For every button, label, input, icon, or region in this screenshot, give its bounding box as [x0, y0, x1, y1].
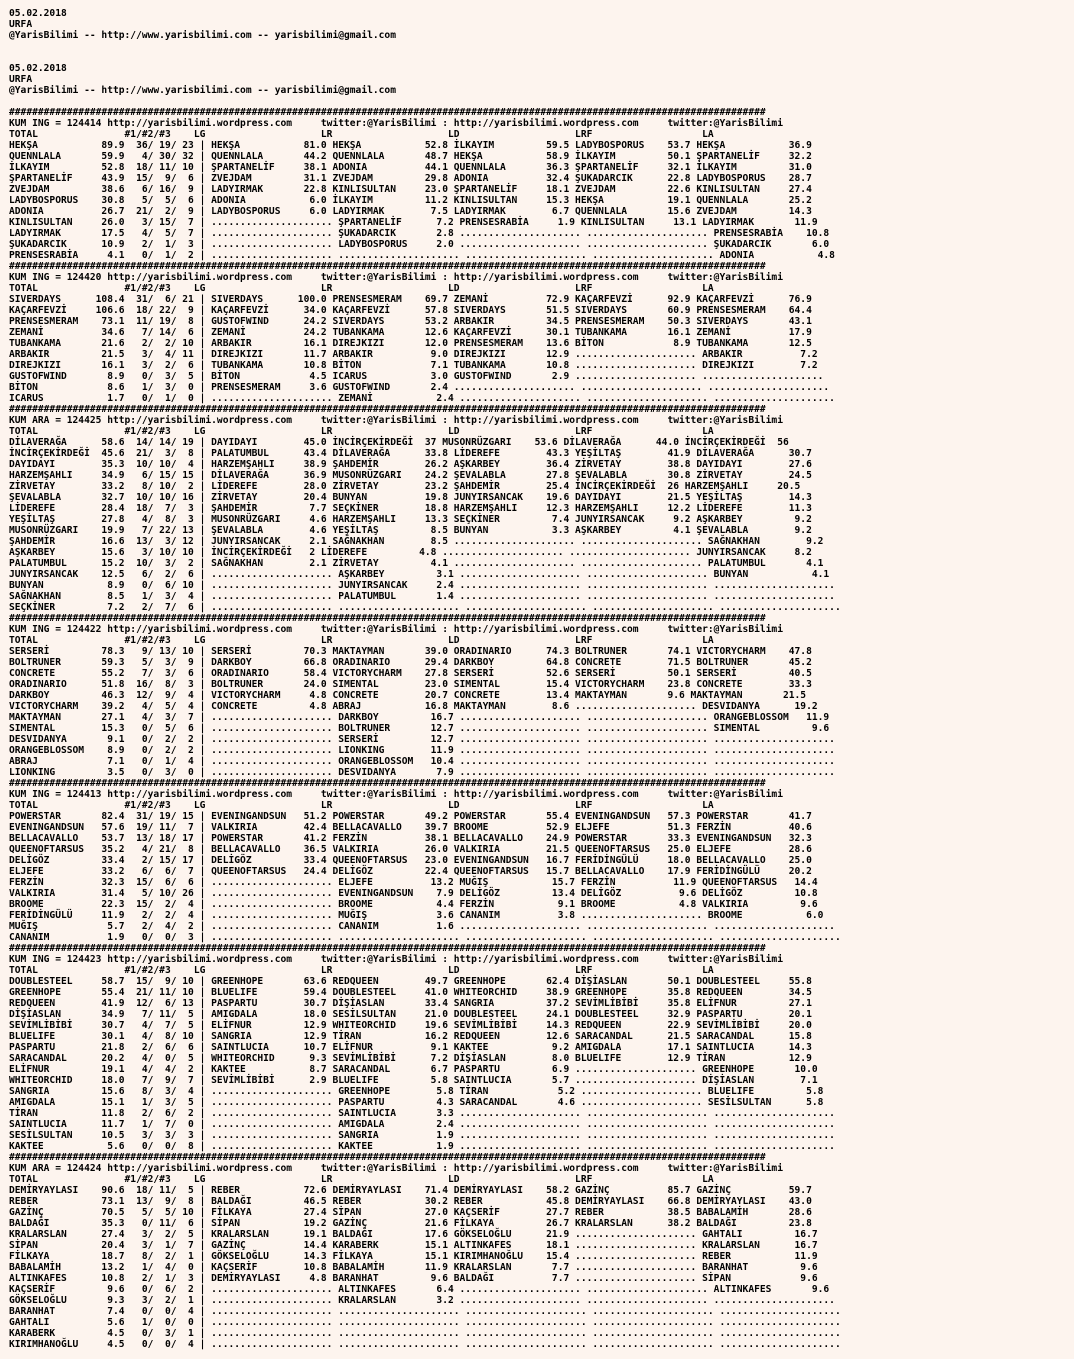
report-line: TOTAL #1/#2/#3 LG LR LD LRF LA — [9, 800, 714, 811]
report-line: PRENSESRABİA 4.1 0/ 1/ 2 | ..................... ..................... ..................... ..................... ADONIA 4.8 — [9, 250, 835, 261]
report-line: KAKTEE 5.6 0/ 0/ 8 | ..................... KAKTEE 1.9 ..................... ..................... ..................... — [9, 1141, 835, 1152]
report-line: GREENHOPE 55.4 21/ 11/ 10 | BLUELIFE 59.4 DOUBLESTEEL 41.0 WHITEORCHID 38.9 GREENHOPE 35.8 REDQUEEN 34.5 — [9, 987, 812, 998]
report-line: GAZİNÇ 70.5 5/ 5/ 10 | FİLKAYA 27.4 SİPAN 27.0 KAÇSERİF 27.7 REBER 38.5 BABALAMİH 28.6 — [9, 1207, 812, 1218]
report-line: DOUBLESTEEL 58.7 15/ 9/ 10 | GREENHOPE 63.6 REDQUEEN 49.7 GREENHOPE 62.4 DİŞİASLAN 50.1 DOUBLESTEEL 55.8 — [9, 976, 812, 987]
report-line: AMIGDALA 15.1 1/ 3/ 5 | ..................... PASPARTU 4.3 SARACANDAL 4.6 ..................... SESİLSULTAN 5.8 — [9, 1097, 824, 1108]
report-line: EVENINGANDSUN 57.6 19/ 11/ 7 | VALKIRIA 42.4 BELLACAVALLO 39.7 BROOME 52.9 ELJEFE 51.3 FERZİN 40.6 — [9, 822, 812, 833]
report-line: PALATUMBUL 15.2 10/ 3/ 2 | SAĞNAKHAN 2.1 ZİRVETAY 4.1 ..................... ..................... PALATUMBUL 4.1 — [9, 558, 824, 569]
report-line: TOTAL #1/#2/#3 LG LR LD LRF LA — [9, 965, 714, 976]
report-line: ŞUKADARCIK 10.9 2/ 1/ 3 | ..................... LADYBOSPORUS 2.0 ..................... ..................... ŞUKADARCIK 6.0 — [9, 239, 830, 250]
report-line — [9, 52, 1073, 63]
report-line: BROOME 22.3 15/ 2/ 4 | ..................... BROOME 4.4 FERZİN 9.1 BROOME 4.8 VALKIRIA 9.6 — [9, 899, 818, 910]
report-line: SAINTLUCIA 11.7 1/ 7/ 0 | ..................... AMIGDALA 2.4 ..................... ..................... ..................... — [9, 1119, 835, 1130]
report-line: DİŞİASLAN 34.9 7/ 11/ 5 | AMIGDALA 18.0 SESİLSULTAN 21.0 DOUBLESTEEL 24.1 DOUBLESTEEL 32.9 PASPARTU 20.1 — [9, 1009, 812, 1020]
report-line: LADYBOSPORUS 30.8 5/ 5/ 6 | ADONIA 6.0 İLKAYIM 11.2 KINLISULTAN 15.3 HEKŞA 19.1 QUENNLALA 25.2 — [9, 195, 812, 206]
report-line: SİPAN 20.4 3/ 1/ 7 | GAZİNÇ 14.4 KARABERK 15.1 ALTINKAFES 18.1 ..................... KRALARSLAN 16.7 — [9, 1240, 818, 1251]
report-line: JUNYIRSANCAK 12.5 6/ 2/ 6 | ..................... AŞKARBEY 3.1 ..................... ..................... BUNYAN 4.1 — [9, 569, 830, 580]
report-line: BABALAMİH 13.2 1/ 4/ 0 | KAÇSERİF 10.8 BABALAMİH 11.9 KRALARSLAN 7.7 ..................... BARANHAT 9.6 — [9, 1262, 818, 1273]
report-line: FİLKAYA 18.7 8/ 2/ 1 | GÖKSELOĞLU 14.3 FİLKAYA 15.1 KIRIMHANOĞLU 15.4 ..................... REBER 11.9 — [9, 1251, 818, 1262]
report-line: KUM ING = 124413 http://yarisbilimi.wordpress.com twitter:@YarisBilimi : http://yarisbilimi.wordpress.com twitter:@YarisBilimi — [9, 789, 783, 800]
report-line: VICTORYCHARM 39.2 4/ 5/ 4 | CONCRETE 4.8 ABRAJ 16.8 MAKTAYMAN 8.6 ..................... DESVIDANYA 19.2 — [9, 701, 818, 712]
report-line: CONCRETE 55.2 7/ 3/ 6 | ORADINARIO 58.4 VICTORYCHARM 27.8 SERSERİ 52.6 SERSERİ 50.1 SERSERİ 40.5 — [9, 668, 812, 679]
report-line: BLUELIFE 30.1 4/ 8/ 10 | SANGRIA 12.9 TİRAN 16.2 REDQUEEN 12.6 SARACANDAL 21.5 SARACANDAL 15.8 — [9, 1031, 812, 1042]
report-line: DİLAVERAĞA 58.6 14/ 14/ 19 | DAYIDAYI 45.0 İNCİRÇEKİRDEĞİ 37 MUSONRÜZGARI 53.6 DİLAVERAĞA 44.0 İNCİRÇEKİRDEĞİ 56 — [9, 437, 789, 448]
report-line: SARACANDAL 20.2 4/ 0/ 5 | WHITEORCHID 9.3 SEVİMLİBİBİ 7.2 DİŞİASLAN 8.0 BLUELIFE 12.9 TİRAN 12.9 — [9, 1053, 812, 1064]
report-line: BUNYAN 8.9 0/ 6/ 10 | ..................... JUNYIRSANCAK 2.4 ..................... ..................... ..................... — [9, 580, 835, 591]
report-line: KINLISULTAN 26.0 3/ 15/ 7 | ..................... ŞPARTANELİF 7.2 PRENSESRABİA 1.9 KINLISULTAN 13.1 LADYIRMAK 11.9 — [9, 217, 818, 228]
report-line: QUEENOFTARSUS 35.2 4/ 21/ 8 | BELLACAVALLO 36.5 VALKIRIA 26.0 VALKIRIA 21.5 QUEENOFTARSUS 25.0 ELJEFE 28.6 — [9, 844, 812, 855]
report-line: İLKAYIM 52.8 18/ 11/ 10 | ŞPARTANELİF 38.1 ADONIA 44.1 QUENNLALA 36.3 ŞPARTANELİF 32.1 İLKAYIM 31.0 — [9, 162, 812, 173]
report-line: @YarisBilimi -- http://www.yarisbilimi.com -- yarisbilimi@gmail.com — [9, 30, 396, 41]
report-line: ICARUS 1.7 0/ 1/ 0 | ..................... ZEMANİ 2.4 ..................... ..................... ..................... — [9, 393, 835, 404]
report-line: REBER 73.1 13/ 9/ 8 | BALDAĞI 46.5 REBER 30.2 REBER 45.8 DEMİRYAYLASI 66.8 DEMİRYAYLASI 43.0 — [9, 1196, 812, 1207]
report-line: BELLACAVALLO 53.7 13/ 18/ 17 | POWERSTAR 41.2 FERZİN 38.1 BELLACAVALLO 24.9 POWERSTAR 33.3 EVENINGANDSUN 32.3 — [9, 833, 812, 844]
report-line: AŞKARBEY 15.6 3/ 10/ 10 | İNCİRÇEKİRDEĞİ 2 LİDEREFE 4.8 ..................... ..................... JUNYIRSANCAK 8.2 — [9, 547, 812, 558]
report-line: ABRAJ 7.1 0/ 1/ 4 | ..................... ORANGEBLOSSOM 10.4 ..................... ..................... ..................... — [9, 756, 835, 767]
report-line: TOTAL #1/#2/#3 LG LR LD LRF LA — [9, 283, 714, 294]
report-line: ZİRVETAY 33.2 8/ 10/ 2 | LİDEREFE 28.0 ZİRVETAY 23.2 ŞAHDEMİR 25.4 İNCİRÇEKİRDEĞİ 26 HARZEMŞAHLI 20.5 — [9, 481, 801, 492]
report-line: TOTAL #1/#2/#3 LG LR LD LRF LA — [9, 1174, 714, 1185]
report-line: 05.02.2018 — [9, 63, 67, 74]
report-line: DEMİRYAYLASI 90.6 18/ 11/ 5 | REBER 72.6 DEMİRYAYLASI 71.4 DEMİRYAYLASI 58.2 GAZİNÇ 85.7 GAZİNÇ 59.7 — [9, 1185, 812, 1196]
report-line: KARABERK 4.5 0/ 3/ 1 | ..................... ..................... ..................... ..................... ..................... — [9, 1328, 841, 1339]
report-line: ELJEFE 33.2 6/ 6/ 7 | QUEENOFTARSUS 24.4 DELİGÖZ 22.4 QUEENOFTARSUS 15.7 BELLACAVALLO 17.9 FERİDİNGÜLÜ 20.2 — [9, 866, 812, 877]
report-line: GAHTALI 5.6 1/ 0/ 0 | ..................... ..................... ..................... ..................... ..................... — [9, 1317, 841, 1328]
report-line: LİDEREFE 28.4 18/ 7/ 3 | ŞAHDEMİR 7.7 SEÇKİNER 18.8 HARZEMŞAHLI 12.3 HARZEMŞAHLI 12.2 LİDEREFE 11.3 — [9, 503, 812, 514]
report-line: GUSTOFWIND 8.9 0/ 3/ 5 | BİTON 4.5 ICARUS 3.0 GUSTOFWIND 2.9 ..................... ..................... — [9, 371, 824, 382]
report-line: MUSONRÜZGARI 19.9 7/ 22/ 13 | ŞEVALABLA 4.6 YEŞİLTAŞ 8.5 BUNYAN 3.3 AŞKARBEY 4.1 ŞEVALABLA 9.2 — [9, 525, 812, 536]
report-line: QUENNLALA 59.9 4/ 30/ 32 | QUENNLALA 44.2 QUENNLALA 48.7 HEKŞA 58.9 İLKAYIM 50.1 ŞPARTANELİF 32.2 — [9, 151, 812, 162]
report-line: BARANHAT 7.4 0/ 0/ 4 | ..................... ..................... ..................... ..................... ..................... — [9, 1306, 841, 1317]
report-line: ŞEVALABLA 32.7 10/ 10/ 16 | ZİRVETAY 20.4 BUNYAN 19.8 JUNYIRSANCAK 19.6 DAYIDAYI 21.5 YEŞİLTAŞ 14.3 — [9, 492, 812, 503]
report-line: TOTAL #1/#2/#3 LG LR LD LRF LA — [9, 426, 714, 437]
report-line: HEKŞA 89.9 36/ 19/ 23 | HEKŞA 81.0 HEKŞA 52.8 İLKAYIM 59.5 LADYBOSPORUS 53.7 HEKŞA 36.9 — [9, 140, 812, 151]
report-line: BOLTRUNER 59.3 5/ 3/ 9 | DARKBOY 66.8 ORADINARIO 29.4 DARKBOY 64.8 CONCRETE 71.5 BOLTRUNER 45.2 — [9, 657, 812, 668]
report-line: URFA — [9, 74, 33, 85]
report-line: KUM ING = 124414 http://yarisbilimi.wordpress.com twitter:@YarisBilimi : http://yarisbilimi.wordpress.com twitter:@YarisBilimi — [9, 118, 783, 129]
report-line: FERİDİNGÜLÜ 11.9 2/ 2/ 4 | ..................... MUĞIŞ 3.6 CANANIM 3.8 ..................... BROOME 6.0 — [9, 910, 824, 921]
report-line: GÖKSELOĞLU 9.3 3/ 2/ 1 | ..................... KRALARSLAN 3.2 ..................... ..................... ..................... — [9, 1295, 835, 1306]
report-line: ZVEJDAM 38.6 6/ 16/ 9 | LADYIRMAK 22.8 KINLISULTAN 23.0 ŞPARTANELİF 18.1 ZVEJDAM 22.6 KINLISULTAN 27.4 — [9, 184, 812, 195]
report-line: KUM ING = 124422 http://yarisbilimi.wordpress.com twitter:@YarisBilimi : http://yarisbilimi.wordpress.com twitter:@YarisBilimi — [9, 624, 783, 635]
report-line: ADONIA 26.7 21/ 2/ 9 | LADYBOSPORUS 6.0 LADYIRMAK 7.5 LADYIRMAK 6.7 QUENNLALA 15.6 ZVEJDAM 14.3 — [9, 206, 812, 217]
report-line: ZEMANİ 34.6 7/ 14/ 6 | ZEMANİ 24.2 TUBANKAMA 12.6 KAÇARFEVZİ 30.1 TUBANKAMA 16.1 ZEMANİ 17.9 — [9, 327, 812, 338]
report-line: KUM ARA = 124425 http://yarisbilimi.wordpress.com twitter:@YarisBilimi : http://yarisbilimi.wordpress.com twitter:@YarisBilimi — [9, 415, 783, 426]
report-line: SEÇKİNER 7.2 2/ 7/ 6 | ..................... ..................... ..................... ..................... ..................... — [9, 602, 841, 613]
report-line: ################################################################################################################################### — [9, 943, 766, 954]
report-line: POWERSTAR 82.4 31/ 19/ 15 | EVENINGANDSUN 51.2 POWERSTAR 49.2 POWERSTAR 55.4 EVENINGANDSUN 57.3 POWERSTAR 41.7 — [9, 811, 812, 822]
report-line: SERSERİ 78.3 9/ 13/ 10 | SERSERİ 70.3 MAKTAYMAN 39.0 ORADINARIO 74.3 BOLTRUNER 74.1 VICTORYCHARM 47.8 — [9, 646, 812, 657]
report-line: ################################################################################################################################### — [9, 261, 766, 272]
report-line: İNCİRÇEKİRDEĞİ 45.6 21/ 3/ 8 | PALATUMBUL 43.4 DİLAVERAĞA 33.8 LİDEREFE 43.3 YEŞİLTAŞ 41.9 DİLAVERAĞA 30.7 — [9, 448, 812, 459]
report-line: VALKIRIA 31.4 5/ 10/ 26 | ..................... EVENINGANDSUN 7.9 DELİGÖZ 13.4 DELİGÖZ 9.6 DELİGÖZ 10.8 — [9, 888, 818, 899]
report-line: KRALARSLAN 27.4 3/ 2/ 5 | KRALARSLAN 19.1 BALDAĞI 17.6 GÖKSELOĞLU 21.9 ..................... GAHTALI 16.7 — [9, 1229, 818, 1240]
report-line: FERZİN 32.3 15/ 6/ 6 | ..................... ELJEFE 13.2 MUĞIŞ 15.7 FERZİN 11.9 QUEENOFTARSUS 14.4 — [9, 877, 818, 888]
report-line: 05.02.2018 — [9, 8, 67, 19]
report-line: TİRAN 11.8 2/ 6/ 2 | ..................... SAINTLUCIA 3.3 ..................... ..................... ..................... — [9, 1108, 835, 1119]
report-line: URFA — [9, 19, 33, 30]
report-line: SIMENTAL 15.3 0/ 5/ 6 | ..................... BOLTRUNER 12.7 ..................... ..................... SIMENTAL 9.6 — [9, 723, 830, 734]
report-line: ################################################################################################################################### — [9, 778, 766, 789]
report-line: KUM ING = 124420 http://yarisbilimi.wordpress.com twitter:@YarisBilimi : http://yarisbilimi.wordpress.com twitter:@YarisBilimi — [9, 272, 783, 283]
report-line: DAYIDAYI 35.3 10/ 10/ 4 | HARZEMŞAHLI 38.9 ŞAHDEMİR 26.2 AŞKARBEY 36.4 ZİRVETAY 38.8 DAYIDAYI 27.6 — [9, 459, 812, 470]
report-line: @YarisBilimi -- http://www.yarisbilimi.com -- yarisbilimi@gmail.com — [9, 85, 396, 96]
report-line: KUM ING = 124423 http://yarisbilimi.wordpress.com twitter:@YarisBilimi : http://yarisbilimi.wordpress.com twitter:@YarisBilimi — [9, 954, 783, 965]
report-line: CANANIM 1.9 0/ 0/ 3 | ..................... ..................... ..................... ..................... ..................... — [9, 932, 841, 943]
report-line: KUM ARA = 124424 http://yarisbilimi.wordpress.com twitter:@YarisBilimi : http://yarisbilimi.wordpress.com twitter:@YarisBilimi — [9, 1163, 783, 1174]
report-line: YEŞİLTAŞ 27.8 4/ 8/ 3 | MUSONRÜZGARI 4.6 HARZEMŞAHLI 13.3 SEÇKİNER 7.4 JUNYIRSANCAK 9.2 AŞKARBEY 9.2 — [9, 514, 812, 525]
report-line: DIREJKIZI 16.1 3/ 2/ 6 | TUBANKAMA 10.8 BİTON 7.1 TUBANKAMA 10.8 ..................... DIREJKIZI 7.2 — [9, 360, 818, 371]
report-line: KAÇARFEVZİ 106.6 18/ 22/ 9 | KAÇARFEVZİ 34.0 KAÇARFEVZİ 57.8 SIVERDAYS 51.5 SIVERDAYS 60.9 PRENSESMERAM 64.4 — [9, 305, 812, 316]
report-line: SIVERDAYS 108.4 31/ 6/ 21 | SIVERDAYS 100.0 PRENSESMERAM 69.7 ZEMANİ 72.9 KAÇARFEVZİ 92.9 KAÇARFEVZİ 76.9 — [9, 294, 812, 305]
report-line: DESVIDANYA 9.1 0/ 2/ 2 | ..................... SERSERİ 12.7 ..................... ..................... ..................... — [9, 734, 835, 745]
report-line: BİTON 8.6 1/ 3/ 0 | PRENSESMERAM 3.6 GUSTOFWIND 2.4 ..................... ..................... ..................... — [9, 382, 830, 393]
report-line: WHITEORCHID 18.0 7/ 9/ 7 | SEVİMLİBİBİ 2.9 BLUELIFE 5.8 SAINTLUCIA 5.7 ..................... DİŞİASLAN 7.1 — [9, 1075, 818, 1086]
report-line: DARKBOY 46.3 12/ 9/ 4 | VICTORYCHARM 4.8 CONCRETE 20.7 CONCRETE 13.4 MAKTAYMAN 9.6 MAKTAYMAN 21.5 — [9, 690, 807, 701]
report-line: SAĞNAKHAN 8.5 1/ 3/ 4 | ..................... PALATUMBUL 1.4 ..................... ..................... ..................... — [9, 591, 835, 602]
report-line: KAÇSERİF 9.6 0/ 6/ 2 | ..................... ALTINKAFES 6.4 ..................... ..................... ALTINKAFES 9.6 — [9, 1284, 830, 1295]
report-line: SANGRIA 15.6 8/ 3/ 4 | ..................... GREENHOPE 5.8 TİRAN 5.2 ..................... BLUELIFE 5.8 — [9, 1086, 824, 1097]
report-line: TUBANKAMA 21.6 2/ 2/ 10 | ARBAKIR 16.1 DIREJKIZI 12.0 PRENSESMERAM 13.6 BİTON 8.9 TUBANKAMA 12.5 — [9, 338, 812, 349]
report-line: MAKTAYMAN 27.1 4/ 3/ 7 | ..................... DARKBOY 16.7 ..................... ..................... ORANGEBLOSSOM 11.9 — [9, 712, 830, 723]
report-line — [9, 96, 1073, 107]
report-line: SESİLSULTAN 10.5 3/ 3/ 3 | ..................... SANGRIA 1.9 ..................... ..................... ..................... — [9, 1130, 835, 1141]
report-line: ALTINKAFES 10.8 2/ 1/ 3 | DEMİRYAYLASI 4.8 BARANHAT 9.6 BALDAĞI 7.7 ..................... SİPAN 9.6 — [9, 1273, 818, 1284]
report-line: ELİFNUR 19.1 4/ 4/ 2 | KAKTEE 8.7 SARACANDAL 6.7 PASPARTU 6.9 ..................... GREENHOPE 10.0 — [9, 1064, 818, 1075]
report-line: BALDAĞI 35.3 0/ 11/ 6 | SİPAN 19.2 GAZİNÇ 21.6 FİLKAYA 26.7 KRALARSLAN 38.2 BALDAĞI 23.8 — [9, 1218, 812, 1229]
report-line: ORADINARIO 51.8 16/ 8/ 3 | BOLTRUNER 24.0 SIMENTAL 23.0 SIMENTAL 15.4 VICTORYCHARM 23.8 CONCRETE 33.3 — [9, 679, 812, 690]
report-line: PASPARTU 21.8 2/ 6/ 6 | SAINTLUCIA 10.7 ELİFNUR 9.1 KAKTEE 9.2 AMIGDALA 17.1 SAINTLUCIA 14.3 — [9, 1042, 812, 1053]
report-line: DELİGÖZ 33.4 2/ 15/ 17 | DELİGÖZ 33.4 QUEENOFTARSUS 23.0 EVENINGANDSUN 16.7 FERİDİNGÜLÜ 18.0 BELLACAVALLO 25.0 — [9, 855, 812, 866]
report-line: LIONKING 3.5 0/ 3/ 0 | ..................... DESVIDANYA 7.9 ..................... ..................... ..................... — [9, 767, 835, 778]
report-line: SEVİMLİBİBİ 30.7 4/ 7/ 5 | ELİFNUR 12.9 WHITEORCHID 19.6 SEVİMLİBİBİ 14.3 REDQUEEN 22.9 SEVİMLİBİBİ 20.0 — [9, 1020, 812, 1031]
report-line: ŞPARTANELİF 43.9 15/ 9/ 6 | ZVEJDAM 31.1 ZVEJDAM 29.8 ADONIA 32.4 ŞUKADARCIK 22.8 LADYBOSPORUS 28.7 — [9, 173, 812, 184]
report-line: TOTAL #1/#2/#3 LG LR LD LRF LA — [9, 129, 714, 140]
report-line: LADYIRMAK 17.5 4/ 5/ 7 | ..................... ŞUKADARCIK 2.8 ..................... ..................... PRENSESRABİA 10.8 — [9, 228, 830, 239]
report-line: MUĞIŞ 5.7 2/ 4/ 2 | ..................... CANANIM 1.6 ..................... ..................... ..................... — [9, 921, 835, 932]
report-line: TOTAL #1/#2/#3 LG LR LD LRF LA — [9, 635, 714, 646]
report-line: KIRIMHANOĞLU 4.5 0/ 0/ 4 | ..................... ..................... ..................... ..................... ..................... — [9, 1339, 841, 1350]
report-line: ################################################################################################################################### — [9, 107, 766, 118]
report-line: ŞAHDEMİR 16.6 13/ 3/ 12 | JUNYIRSANCAK 2.1 SAĞNAKHAN 8.5 ..................... ..................... SAĞNAKHAN 9.2 — [9, 536, 824, 547]
report-line: ################################################################################################################################### — [9, 613, 766, 624]
report-line: PRENSESMERAM 73.1 11/ 19/ 8 | GUSTOFWIND 24.2 SIVERDAYS 53.2 ARBAKIR 34.5 PRENSESMERAM 50.3 SIVERDAYS 43.1 — [9, 316, 812, 327]
report-line: ################################################################################################################################### — [9, 1152, 766, 1163]
report-line: HARZEMŞAHLI 34.9 6/ 15/ 15 | DİLAVERAĞA 36.9 MUSONRÜZGARI 24.2 ŞEVALABLA 27.8 ŞEVALABLA 30.8 ZİRVETAY 24.5 — [9, 470, 812, 481]
report-line: ORANGEBLOSSOM 8.9 0/ 2/ 2 | ..................... LIONKING 11.9 ..................... ..................... ..................... — [9, 745, 835, 756]
report-line: REDQUEEN 41.9 12/ 6/ 13 | PASPARTU 30.7 DİŞİASLAN 33.4 SANGRIA 37.2 SEVİMLİBİBİ 35.8 ELİFNUR 27.1 — [9, 998, 812, 1009]
report-line: ARBAKIR 21.5 3/ 4/ 11 | DIREJKIZI 11.7 ARBAKIR 9.0 DIREJKIZI 12.9 ..................... ARBAKIR 7.2 — [9, 349, 818, 360]
report-line: ################################################################################################################################### — [9, 404, 766, 415]
report-line — [9, 41, 1073, 52]
